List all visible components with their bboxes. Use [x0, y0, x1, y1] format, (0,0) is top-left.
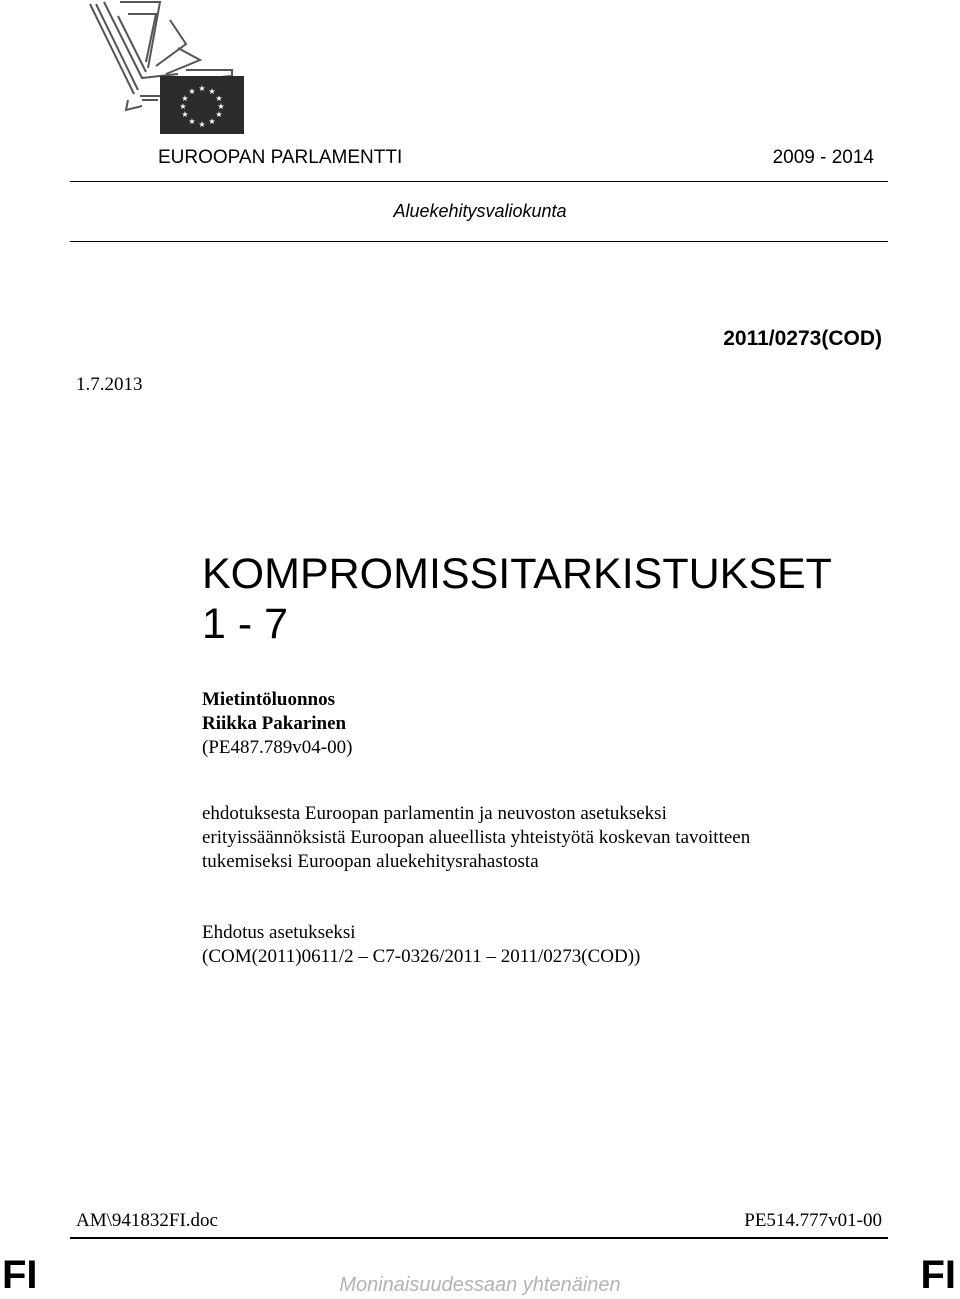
parliament-emblem-icon — [82, 0, 252, 135]
svg-text:★: ★ — [198, 120, 206, 129]
parliamentary-term: 2009 - 2014 — [772, 147, 874, 168]
header-divider-bottom — [70, 241, 888, 242]
procedure-number: 2011/0273(COD) — [723, 327, 882, 350]
svg-text:★: ★ — [181, 110, 189, 119]
header-divider-top — [70, 181, 888, 182]
proposal-label: Ehdotus asetukseksi — [202, 922, 356, 943]
svg-text:★: ★ — [179, 102, 187, 111]
subject-line-3: tukemiseksi Euroopan aluekehitysrahastosta — [202, 851, 539, 872]
svg-text:★: ★ — [188, 87, 196, 96]
svg-text:★: ★ — [188, 117, 196, 126]
svg-text:★: ★ — [208, 87, 216, 96]
organization-name: EUROOPAN PARLAMENTTI — [158, 147, 403, 168]
proposal-reference: (COM(2011)0611/2 – C7-0326/2011 – 2011/0273(COD)) — [202, 946, 641, 967]
rapporteur-name: Riikka Pakarinen — [202, 713, 347, 734]
footer-divider — [70, 1237, 888, 1239]
svg-text:★: ★ — [215, 110, 223, 119]
subject-paragraph — [202, 802, 882, 874]
report-reference: (PE487.789v04-00) — [202, 737, 353, 758]
svg-text:★: ★ — [215, 94, 223, 103]
footer-pe-reference: PE514.777v01-00 — [744, 1210, 882, 1231]
european-parliament-logo — [82, 0, 252, 135]
footer-file-name: AM\941832FI.doc — [76, 1210, 218, 1231]
document-date: 1.7.2013 — [76, 374, 143, 395]
language-code-right: FI — [920, 1253, 956, 1297]
report-label: Mietintöluonnos — [202, 689, 336, 710]
svg-text:★: ★ — [181, 94, 189, 103]
language-code-left: FI — [2, 1253, 38, 1297]
subject-line-1: ehdotuksesta Euroopan parlamentin ja neuvoston asetukseksi — [202, 803, 667, 824]
eu-motto: Moninaisuudessaan yhtenäinen — [339, 1274, 621, 1296]
title-line-1: KOMPROMISSITARKISTUKSET — [202, 550, 832, 598]
document-title — [202, 549, 832, 649]
committee-name: Aluekehitysvaliokunta — [393, 201, 567, 221]
title-line-2: 1 - 7 — [202, 600, 289, 648]
svg-text:★: ★ — [217, 102, 225, 111]
svg-text:★: ★ — [208, 117, 216, 126]
subject-line-2: erityissäännöksistä Euroopan alueellista yhteistyötä koskevan tavoitteen — [202, 827, 751, 848]
svg-text:★: ★ — [198, 84, 206, 93]
